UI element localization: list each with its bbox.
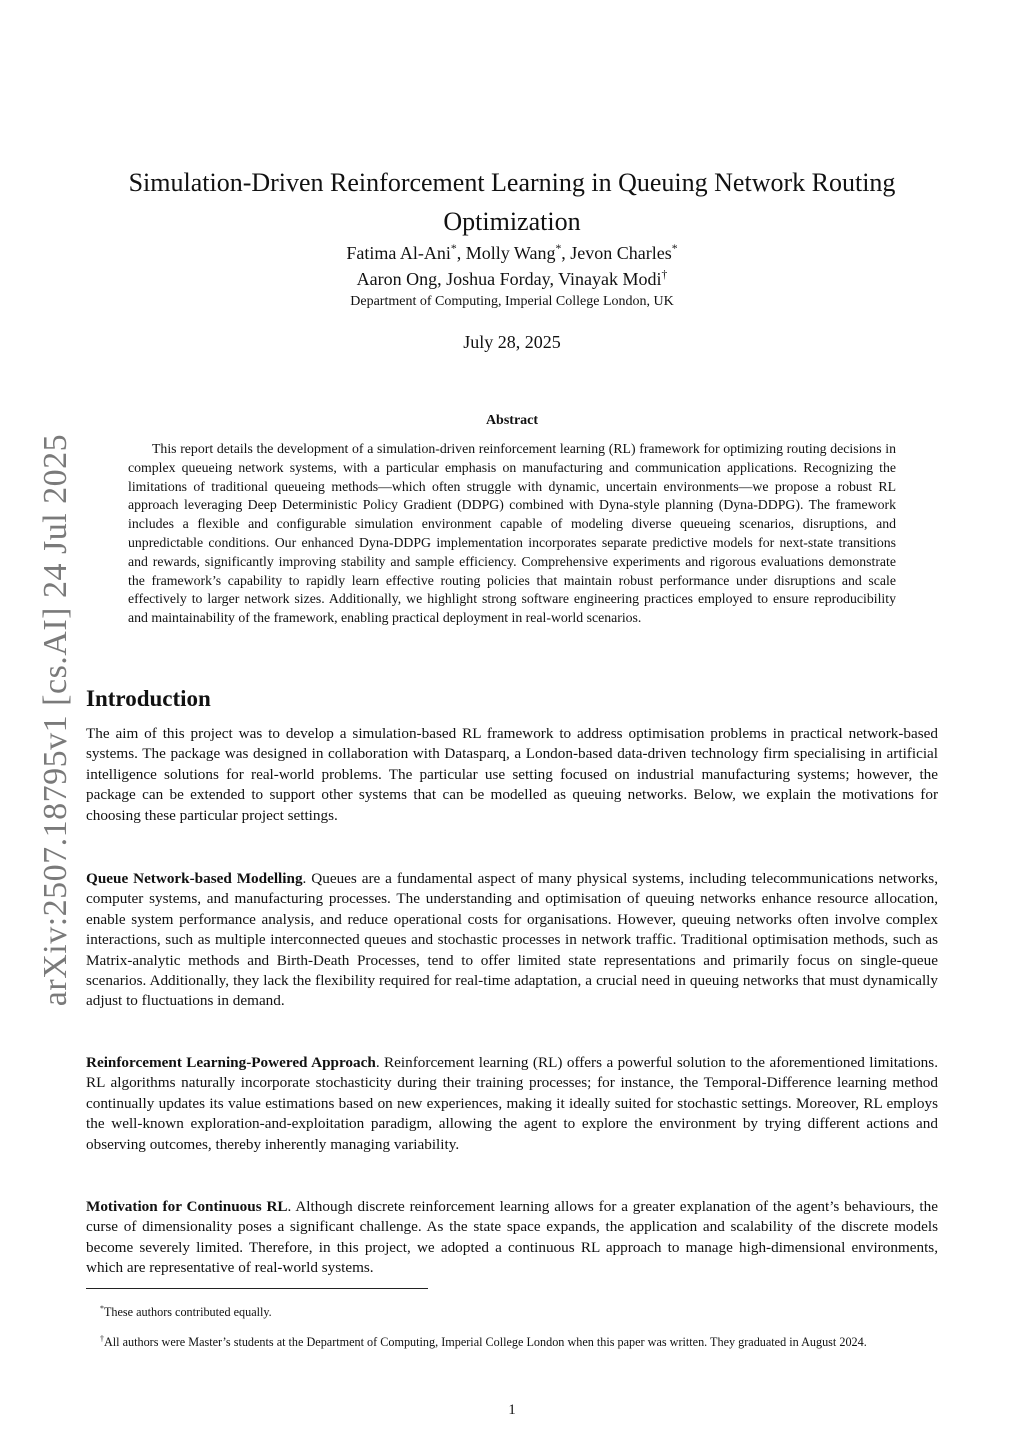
author-name: Molly Wang [465, 243, 556, 263]
footnote-mark: * [100, 1303, 104, 1313]
paragraph-body-rl-approach: Reinforcement learning (RL) offers a powerful solution to the aforementioned limitations. RL algorithms naturally incorporate stochasticity during their training processes; for instance, the Temporal-Difference learning method continually updates its value estimations based on new experiences, making it ideally suited for stochastic settings. Moreover, RL employs the well-known exploration-and-exploitation paradigm, allowing the agent to explore the environment by trying different actions and observing outcomes, thereby inherently managing variability. [86, 1054, 938, 1153]
author-name: Jevon Charles [570, 243, 672, 263]
footnote-students [86, 1334, 938, 1350]
author-separator: , [456, 243, 466, 263]
publication-date: July 28, 2025 [463, 332, 561, 352]
affiliation: Department of Computing, Imperial College London, UK [350, 294, 674, 309]
intro-paragraph-continuous-rl [86, 1197, 938, 1279]
intro-paragraph-rl-approach [86, 1053, 938, 1155]
abstract-heading: Abstract [485, 413, 539, 428]
intro-paragraph-queue-modelling [86, 869, 938, 1012]
author-name: Fatima Al-Ani [346, 243, 451, 263]
dagger-mark: † [661, 268, 668, 281]
footnote-text: All authors were Master’s students at the Department of Computing, Imperial College London when this paper was written. They graduated in August 2024. [103, 1335, 867, 1349]
arxiv-identifier: arXiv:2507.18795v1 [cs.AI] 24 Jul 2025 [37, 433, 74, 1007]
paper-title: Simulation-Driven Reinforcement Learning in Queuing Network Routing Optimization [128, 168, 896, 237]
footnote-equal-contribution [86, 1304, 938, 1320]
abstract-text: This report details the development of a simulation-driven reinforcement learning (RL) framework for optimizing routing decisions in complex queueing network systems, with a particular emphasis on manufacturing and communication applications. Recognizing the limitations of traditional queueing methods—which often struggle with dynamic, uncertain environments—we propose a robust RL approach leveraging Deep Deterministic Policy Gradient (DDPG) combined with Dyna-style planning (Dyna-DDPG). The framework includes a flexible and configurable simulation environment capable of modeling diverse queueing scenarios, disruptions, and unpredictable conditions. Our enhanced Dyna-DDPG implementation incorporates separate predictive models for next-state transitions and rewards, significantly improving stability and sample efficiency. Comprehensive experiments and rigorous evaluations demonstrate the framework’s capability to rapidly learn effective routing policies that maintain robust performance under disruptions and scale effectively to larger network sizes. Additionally, we highlight strong software engineering practices employed to ensure reproducibility and maintainability of the framework, enabling practical deployment in real-world scenarios. [128, 441, 896, 626]
paragraph-lead-queue-modelling: Queue Network-based Modelling [86, 870, 303, 887]
lead-punctuation: . [287, 1198, 292, 1215]
author-line-1 [100, 240, 924, 266]
author-line-2 [100, 266, 924, 292]
footnote-divider [86, 1288, 428, 1289]
page-number: 1 [508, 1402, 516, 1418]
footnote-mark: † [100, 1333, 104, 1343]
intro-paragraph-1: The aim of this project was to develop a simulation-based RL framework to address optimisation problems in practical network-based systems. The package was designed in collaboration with Datasparq, a London-based data-driven technology firm specialising in artificial intelligence solutions for real-world problems. The particular use setting focused on industrial manufacturing systems; however, the package can be extended to support other systems that can be modelled as queuing networks. Below, we explain the motivations for choosing these particular project settings. [86, 725, 938, 824]
lead-punctuation: . [302, 870, 307, 887]
lead-punctuation: . [375, 1054, 380, 1071]
author-list [100, 240, 924, 292]
author-separator: , [437, 269, 447, 289]
author-name: Vinayak Modi [558, 269, 662, 289]
author-name: Aaron Ong [356, 269, 438, 289]
equal-contribution-mark: * [671, 242, 678, 255]
author-name: Joshua Forday [446, 269, 550, 289]
paragraph-lead-rl-approach: Reinforcement Learning-Powered Approach [86, 1054, 376, 1071]
section-heading-introduction: Introduction [86, 686, 211, 711]
equal-contribution-mark: * [450, 242, 457, 255]
equal-contribution-mark: * [555, 242, 562, 255]
paragraph-body-continuous-rl: Although discrete reinforcement learning allows for a greater explanation of the agent’s behaviours, the curse of dimensionality poses a significant challenge. As the state space expands, the application and scalability of the discrete models become severely limited. Therefore, in this project, we adopted a continuous RL approach to manage high-dimensional environments, which are representative of real-world systems. [86, 1198, 938, 1277]
author-separator: , [549, 269, 559, 289]
footnote-text: These authors contributed equally. [103, 1305, 272, 1319]
paragraph-body-queue-modelling: Queues are a fundamental aspect of many physical systems, including telecommunications networks, computer systems, and manufacturing processes. The understanding and optimisation of queuing networks enhance resource allocation, enable system performance analysis, and reduce operational costs for organisations. However, queuing networks often involve complex interactions, such as multiple interconnected queues and stochastic processes in network traffic. Traditional optimisation methods, such as Matrix-analytic methods and Birth-Death Processes, tend to offer limited state representations and primarily focus on single-queue scenarios. Additionally, they lack the flexibility required for real-time adaptation, a crucial need in queuing networks that must dynamically adjust to fluctuations in demand. [86, 870, 939, 1010]
author-separator: , [561, 243, 571, 263]
paragraph-lead-continuous-rl: Motivation for Continuous RL [86, 1198, 288, 1215]
